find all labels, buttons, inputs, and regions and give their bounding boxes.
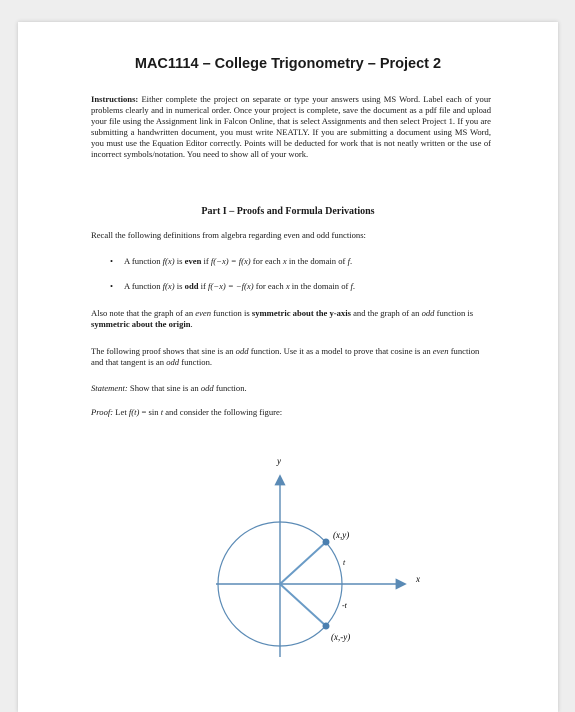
bullet-icon: • — [110, 281, 114, 291]
x-axis-label: x — [416, 574, 420, 584]
y-axis-label: y — [277, 456, 281, 466]
point-lower — [323, 623, 330, 630]
bullet-odd-definition: • A function f(x) is odd if f(−x) = −f(x) for each x in the domain of f. — [110, 281, 356, 291]
proof-line: Proof: Let f(t) = sin t and consider the following figure: — [91, 407, 283, 417]
statement-line: Statement: Show that sine is an odd function. — [91, 383, 247, 393]
instructions-label: Instructions: — [91, 94, 139, 104]
recall-paragraph: Recall the following definitions from algebra regarding even and odd functions: — [91, 230, 366, 240]
symmetry-note-paragraph: Also note that the graph of an even function is symmetric about the y-axis and the graph of an odd function is symmetric about the origin. — [91, 308, 474, 329]
point-lower-label: (x,-y) — [331, 632, 351, 642]
angle-t-label: t — [343, 558, 346, 567]
instructions-text: Either complete the project on separate or type your answers using MS Word. Label each of your problems clearly and in numerical order. Once your project is complete, save the document as a pdf file and upload your file using the Assignment link in Falcon Online, that is select Assignments and then select Project 1. If you are submitting a handwritten document, you must write NEATLY. If you are submitting a document using MS Word, you must use the Equation Editor correctly. Points will be deducted for work that is not neatly written or the use of incorrect symbols/notation. You need to show all of your work. — [91, 94, 491, 159]
ray-positive-angle — [280, 542, 326, 584]
bullet-even-definition: • A function f(x) is even if f(−x) = f(x) for each x in the domain of f. — [110, 256, 353, 266]
proof-intro-paragraph: The following proof shows that sine is an odd function. Use it as a model to prove that cosine is an even function and that tangent is an odd function. — [91, 346, 480, 367]
bullet-icon: • — [110, 256, 114, 266]
point-upper — [323, 539, 330, 546]
instructions-paragraph — [91, 94, 491, 159]
angle-neg-t-label: -t — [342, 601, 347, 610]
document-page — [18, 22, 558, 712]
point-upper-label: (x,y) — [333, 530, 350, 540]
page-title: MAC1114 – College Trigonometry – Project 2 — [134, 56, 442, 72]
unit-circle-figure — [198, 442, 438, 672]
part-heading: Part I – Proofs and Formula Derivations — [201, 206, 375, 217]
ray-negative-angle — [280, 584, 326, 626]
